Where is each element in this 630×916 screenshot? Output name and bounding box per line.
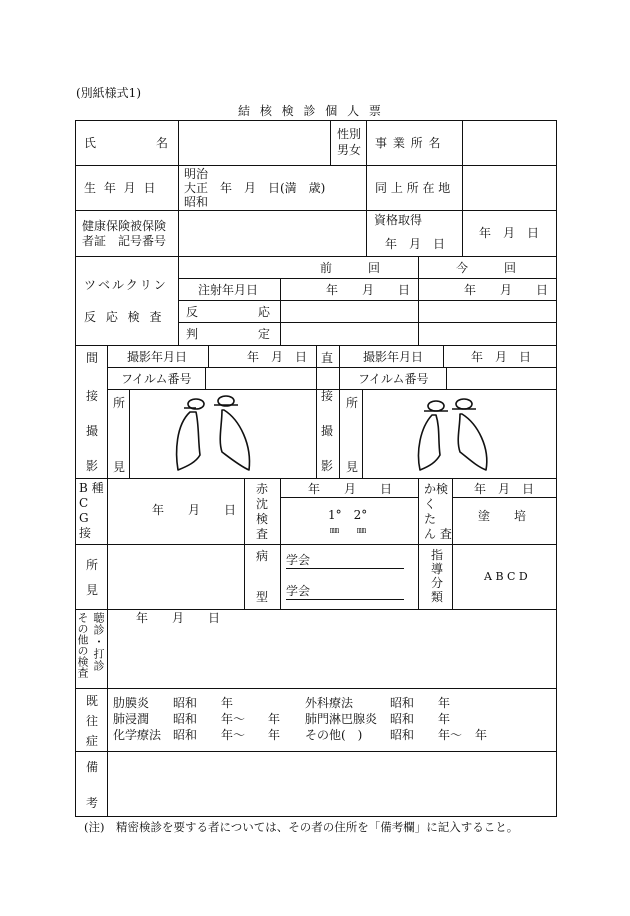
sputum-date: 年 月 日 [474,482,535,496]
esr-units: ㎜ ㎜ [330,526,367,536]
guidance-abcd[interactable]: A B C D [484,570,528,583]
insurance-label-2: 者証 記号番号 [82,234,167,248]
gakkai-field-1[interactable]: 学会 [286,553,404,569]
findings-label-2: 見 [86,583,99,597]
indirect-findings-2: 見 [113,460,126,474]
tuberculin-label-2: 反 応 検 査 [84,310,165,324]
previous-header: 前 回 [320,261,381,275]
insurance-label-1: 健康保険被保険 [82,219,167,233]
lung-sketch-indirect [177,396,250,470]
history-year: 年 [438,696,451,710]
history-era: 昭和 [390,696,415,710]
direct-char-4: 影 [321,459,334,473]
qualification-date: 年 月 日 [479,226,540,240]
disease-type-label-2: 型 [256,590,269,604]
history-item: 肺門淋巴腺炎 [305,712,378,726]
gakkai-field-2[interactable]: 学会 [286,584,404,600]
esr-char-1: 赤 [256,482,269,496]
history-year-end: 年 [268,712,281,726]
other-exam-date: 年 月 日 [136,611,221,625]
esr-char-2: 沈 [256,497,269,511]
indirect-char-2: 接 [86,389,99,403]
reaction-label: 反 応 [186,305,271,319]
tuberculin-label-1: ツベルクリン [84,278,168,292]
history-era: 昭和 [173,712,198,726]
history-item: 化学療法 [113,728,162,742]
sputum-label-2: く [424,497,437,511]
bcg-label-1: B 種 [79,481,104,495]
remarks-label-2: 考 [86,796,99,810]
judgement-label: 判 定 [186,327,271,341]
era-showa: 昭和 [184,195,209,209]
esr-char-3: 検 [256,512,269,526]
history-year: 年～ [221,712,246,726]
current-header: 今 回 [456,261,517,275]
sputum-label-1: か検 [424,482,449,496]
history-char-1: 既 [86,694,99,708]
injection-date-current: 年 月 日 [464,283,549,297]
direct-char-2: 接 [321,389,334,403]
guide-char-3: 分 [431,576,444,590]
history-item: その他( ) [305,728,363,742]
era-meiji: 明治 [184,167,209,181]
indirect-char-4: 影 [86,459,99,473]
sex-options[interactable]: 男女 [337,143,362,157]
injection-date-previous: 年 月 日 [326,283,411,297]
esr-date: 年 月 日 [308,482,393,496]
history-era: 昭和 [390,712,415,726]
qualification-date-inline: 年 月 日 [385,237,446,251]
name-label: 氏 名 [84,136,169,150]
history-item: 肋膜炎 [113,696,150,710]
direct-date-value: 年 月 日 [471,350,532,364]
history-year: 年 [438,712,451,726]
direct-findings-2: 見 [346,460,359,474]
history-year: 年 [221,696,234,710]
footnote: (注) 精密検診を要する者については、その者の住所を「備考欄」に記入すること。 [84,820,519,834]
guide-char-2: 導 [431,562,444,576]
office-label: 事 業 所 名 [375,136,442,150]
other-exam-label: その他の検査 [76,612,89,678]
history-year-end: 年 [268,728,281,742]
auscultation-label: 聴診・打診 [92,612,105,672]
direct-findings-1: 所 [346,396,359,410]
era-taisho: 大正 年 月 日(満 歳) [184,181,326,195]
sex-label: 性別 [337,127,362,141]
sputum-label-3: た [424,512,437,526]
indirect-date-value: 年 月 日 [247,350,308,364]
indirect-findings-1: 所 [113,396,126,410]
indirect-char-1: 間 [86,351,99,365]
history-char-3: 症 [86,734,99,748]
disease-type-label-1: 病 [256,549,269,563]
bcg-date: 年 月 日 [152,503,237,517]
lung-sketch-direct [419,399,487,470]
esr-values: 1° 2° [328,508,368,522]
remarks-field[interactable] [107,752,555,815]
guide-char-4: 類 [431,590,444,604]
history-era: 昭和 [390,728,415,742]
bcg-label-3: G [79,511,89,525]
direct-date-label: 撮影年月日 [363,350,424,364]
guide-char-1: 指 [431,548,444,562]
address-label: 同 上 所 在 地 [375,181,451,195]
history-item: 肺浸潤 [113,712,150,726]
bcg-label-2: C [79,496,89,510]
findings-label-1: 所 [86,558,99,572]
direct-char-3: 撮 [321,424,334,438]
form-id: (別紙様式1) [76,86,141,100]
history-char-2: 往 [86,714,99,728]
direct-film-label: フイルム番号 [358,372,429,386]
history-year-end: 年 [475,728,488,742]
indirect-char-3: 撮 [86,424,99,438]
injection-date-label: 注射年月日 [198,283,259,297]
page-title: 結 核 検 診 個 人 票 [238,104,384,118]
sputum-label-4: ん 査 [424,527,452,541]
history-era: 昭和 [173,728,198,742]
history-item: 外科療法 [305,696,354,710]
esr-char-4: 査 [256,527,269,541]
indirect-film-label: フイルム番号 [121,372,192,386]
history-year: 年～ [221,728,246,742]
sputum-method: 塗 培 [478,509,527,523]
indirect-date-label: 撮影年月日 [127,350,188,364]
qualification-label: 資格取得 [374,213,423,227]
remarks-label-1: 備 [86,760,99,774]
history-year: 年～ [438,728,463,742]
history-era: 昭和 [173,696,198,710]
bcg-label-4: 接 [79,526,92,540]
direct-char-1: 直 [321,351,334,365]
birth-label: 生 年 月 日 [84,181,158,195]
